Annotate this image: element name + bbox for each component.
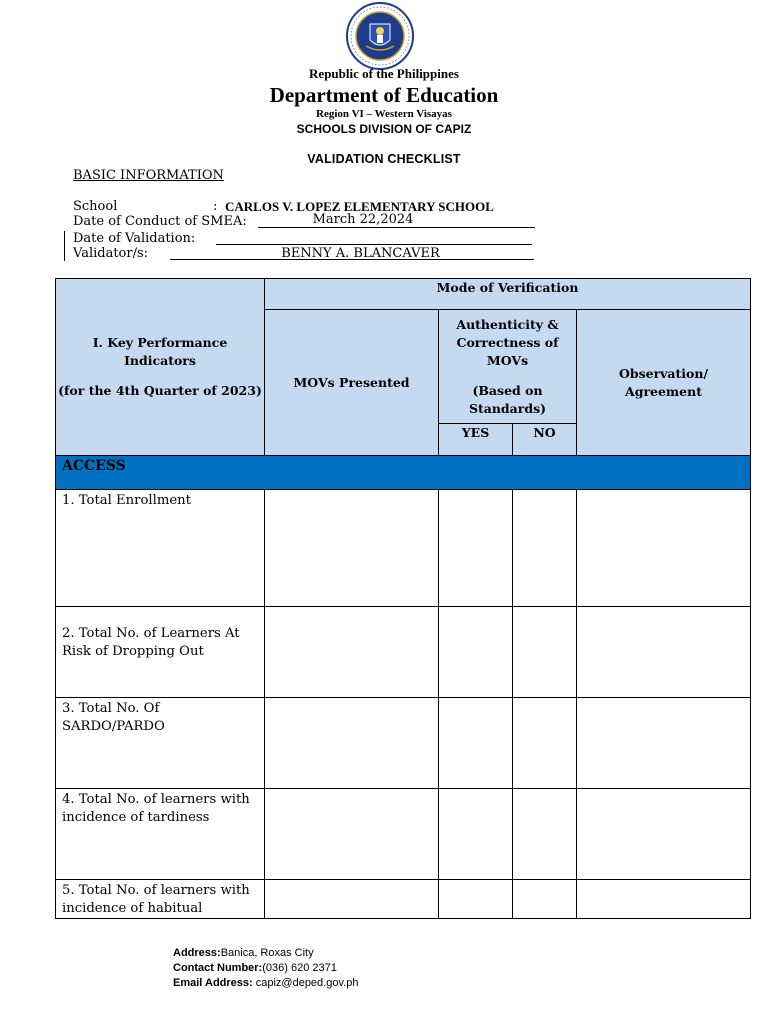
basic-info-heading: BASIC INFORMATION (73, 168, 224, 183)
contact-label: Contact Number: (173, 962, 263, 974)
indicator-cell (56, 880, 265, 919)
yes-cell[interactable] (439, 789, 513, 880)
movs-cell[interactable] (265, 880, 439, 919)
deped-seal-logo (346, 2, 414, 70)
observation-cell[interactable] (577, 880, 751, 919)
observation-cell[interactable] (577, 698, 751, 789)
movs-cell[interactable] (265, 789, 439, 880)
no-cell[interactable] (513, 880, 577, 919)
table-row (56, 789, 751, 880)
validation-row (73, 231, 543, 247)
contact-value: (036) 620 2371 (262, 962, 337, 974)
yes-cell[interactable] (439, 607, 513, 698)
department-heading: Department of Education (269, 83, 499, 107)
authenticity-line2: Correctness of (456, 334, 559, 350)
movs-cell[interactable] (265, 607, 439, 698)
yes-cell[interactable] (439, 880, 513, 919)
footer-contact-number (173, 961, 358, 976)
footer-email (173, 976, 358, 991)
email-value[interactable]: capiz@deped.gov.ph (255, 977, 359, 989)
indicator-line1: 2. Total No. of Learners At (62, 626, 240, 641)
table-row (56, 698, 751, 789)
validation-blank-line (216, 231, 532, 245)
observation-cell[interactable] (577, 789, 751, 880)
observation-line1: Observation/ (618, 365, 709, 381)
indicator-line2: SARDO/PARDO (62, 719, 165, 734)
footer-contact (173, 946, 358, 991)
indicator-cell (56, 490, 265, 607)
access-section-label: ACCESS (56, 456, 751, 490)
yes-cell[interactable] (439, 490, 513, 607)
indicator-line1: 3. Total No. Of (62, 701, 160, 716)
footer-address (173, 946, 358, 961)
address-label: Address: (173, 947, 221, 959)
no-cell[interactable] (513, 698, 577, 789)
region-heading: Region VI – Western Visayas (316, 108, 452, 120)
authenticity-line3: MOVs (486, 352, 529, 368)
margin-bar (64, 231, 65, 261)
smea-row (73, 214, 543, 230)
no-cell[interactable] (513, 607, 577, 698)
authenticity-line4: (Based on (472, 382, 543, 398)
yes-cell[interactable] (439, 698, 513, 789)
validator-row (73, 246, 543, 262)
table-header-row (56, 279, 751, 310)
indicator-line2: incidence of tardiness (62, 810, 210, 825)
validator-label: Validator/s: (73, 246, 149, 261)
indicator-line1: 4. Total No. of learners with (62, 792, 250, 807)
movs-cell[interactable] (265, 490, 439, 607)
validation-label: Date of Validation: (73, 231, 196, 246)
indicator-cell (56, 607, 265, 698)
republic-heading: Republic of the Philippines (309, 66, 459, 81)
validator-value: BENNY A. BLANCAVER (281, 246, 440, 261)
address-value: Banica, Roxas City (220, 947, 314, 959)
indicator-line1: 5. Total No. of learners with (62, 883, 250, 898)
no-cell[interactable] (513, 490, 577, 607)
division-heading: SCHOOLS DIVISION OF CAPIZ (296, 122, 472, 136)
observation-cell[interactable] (577, 607, 751, 698)
authenticity-line5: Standards) (468, 400, 547, 416)
table-row (56, 490, 751, 607)
table-row (56, 607, 751, 698)
email-label: Email Address: (173, 977, 256, 989)
indicator-line1: 1. Total Enrollment (62, 493, 191, 508)
observation-line2: Agreement (625, 383, 702, 399)
observation-cell[interactable] (577, 490, 751, 607)
yes-header: YES (439, 424, 513, 456)
kpi-header (56, 279, 265, 456)
indicator-cell (56, 698, 265, 789)
no-header: NO (513, 424, 577, 456)
kpi-header-line1: I. Key Performance Indicators (92, 335, 228, 368)
kpi-header-line2: (for the 4th Quarter of 2023) (58, 383, 262, 398)
table-row (56, 880, 751, 919)
no-cell[interactable] (513, 789, 577, 880)
school-label: School (73, 199, 118, 214)
movs-cell[interactable] (265, 698, 439, 789)
authenticity-header (439, 310, 577, 424)
authenticity-line1: Authenticity & (456, 316, 559, 332)
indicator-line2: incidence of habitual (62, 901, 203, 916)
indicator-cell (56, 789, 265, 880)
mov-header: Mode of Verification (265, 279, 751, 310)
school-value: CARLOS V. LOPEZ ELEMENTARY SCHOOL (225, 199, 494, 214)
observation-header (577, 310, 751, 456)
school-separator: : (213, 199, 218, 214)
movs-presented-header: MOVs Presented (265, 310, 439, 456)
validation-table (55, 278, 751, 919)
smea-value: March 22,2024 (312, 212, 414, 227)
indicator-line2: Risk of Dropping Out (62, 644, 204, 659)
document-title: VALIDATION CHECKLIST (307, 152, 461, 166)
smea-label: Date of Conduct of SMEA: (73, 214, 247, 229)
access-section-row (56, 456, 751, 490)
